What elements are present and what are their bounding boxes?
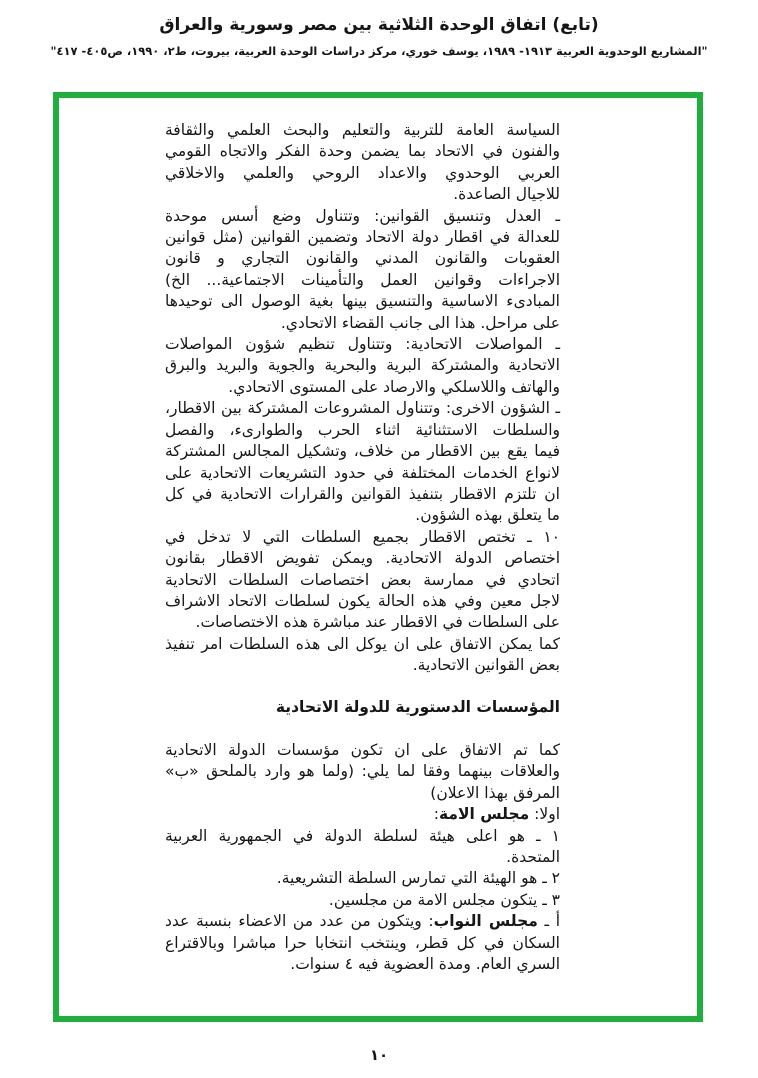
text-line: ـ المواصلات الاتحادية: وتتناول تنظيم شؤون المواصلات — [165, 335, 560, 354]
text-line: اتحادي في ممارسة بعض اختصاصات السلطات الاتحادية — [165, 570, 560, 589]
text-line: الاتحادية والمشتركة البرية والبحرية والجوية والبريد والبرق — [165, 356, 560, 375]
text-segment: : ويتكون من عدد من الاعضاء بنسبة عدد — [165, 912, 434, 931]
text-line: ما يتعلق بهذه الشؤون. — [415, 506, 560, 525]
text-line: العربي الوحدوي والاعداد الروحي والعلمي والاخلاقي — [165, 163, 560, 182]
text-line — [165, 911, 560, 932]
text-line: المتحدة. — [506, 848, 560, 866]
text-line: ١ ـ هو اعلى هيئة لسلطة الدولة في الجمهورية العربية — [165, 826, 560, 845]
text-line: على مراحل. هذا الى جانب القضاء الاتحادي. — [280, 313, 560, 332]
bold-text-segment: مجلس النواب — [433, 912, 538, 931]
text-segment: : — [433, 805, 439, 824]
text-segment: اولا: — [529, 805, 560, 824]
bold-text-segment: مجلس الامة — [438, 805, 530, 824]
text-line: للعدالة في اقطار دولة الاتحاد وتضمين القوانين (مثل قوانين — [165, 228, 560, 247]
text-line: المبادىء الاساسية والتنسيق بينها بغية الوصول الى توحيدها — [165, 292, 560, 311]
text-line: كما تم الاتفاق على ان تكون مؤسسات الدولة الاتحادية — [165, 740, 560, 759]
text-line: السكان في كل قطر، وينتخب انتخابا حرا مباشرا وبالاقتراع — [165, 933, 560, 952]
text-column — [59, 98, 697, 975]
text-line: بعض القوانين الاتحادية. — [412, 656, 560, 675]
citation-line: "المشاريع الوحدوية العربية ١٩١٣- ١٩٨٩، يوسف خوري، مركز دراسات الوحدة العربية، بيروت، ط٢، ١٩٩٠، ص٤٠٥- ٤١٧" — [50, 44, 708, 58]
text-line: السري العام. ومدة العضوية فيه ٤ سنوات. — [290, 955, 560, 974]
page-number: ١٠ — [369, 1046, 389, 1064]
text-line: لانواع الخدمات المختلفة في حدود التشريعات الاتحادية على — [165, 463, 560, 482]
text-line: والفنون في الاتحاد بما يضمن وحدة الفكر والاتجاه القومي — [165, 142, 560, 161]
document-title: (تابع) اتفاق الوحدة الثلاثية بين مصر وسورية والعراق — [159, 15, 599, 35]
text-line: اختصاص الدولة الاتحادية. ويمكن تفويض الاقطار بقانون — [165, 549, 560, 568]
text-line: ان تلتزم الاقطار بتنفيذ القوانين والقرارات الاتحادية في كل — [165, 484, 560, 503]
green-content-frame — [53, 92, 703, 1022]
text-line: ـ الشؤون الاخرى: وتتناول المشروعات المشتركة بين الاقطار، — [165, 399, 560, 418]
text-line: والعلاقات بينهما وفقا لما يلي: (ولما هو وارد بالملحق «ب» — [165, 762, 560, 781]
text-line: ٣ ـ يتكون مجلس الامة من مجلسين. — [328, 890, 560, 909]
text-line: للاجيال الصاعدة. — [453, 185, 560, 204]
text-line: والسلطات الاستثنائية اثناء الحرب والطوارىء، والفصل — [165, 420, 560, 439]
page-header — [0, 12, 758, 60]
text-line: ـ العدل وتنسيق القوانين: وتتناول وضع أسس موحدة — [165, 206, 560, 225]
text-line: لاجل معين وفي هذه الحالة يكون لسلطات الاتحاد الاشراف — [165, 591, 560, 610]
text-line — [165, 804, 560, 825]
text-line: السياسة العامة للتربية والتعليم والبحث العلمي والثقافة — [165, 121, 560, 139]
text-line: المرفق بهذا الاعلان) — [430, 783, 560, 802]
section-heading: المؤسسات الدستورية للدولة الاتحادية — [275, 697, 560, 716]
text-line: على السلطات في الاقطار عند مباشرة هذه الاختصاصات. — [195, 613, 560, 632]
text-line: العقوبات والقانون المدني والقانون التجاري و قانون — [165, 249, 560, 268]
text-line: ٢ ـ هو الهيئة التي تمارس السلطة التشريعية. — [276, 869, 560, 888]
text-segment: أ ـ — [537, 912, 561, 931]
text-line: الاجراءات وقوانين العمل والتأمينات الاجتماعية... الخ) — [165, 270, 560, 289]
text-line: كما يمكن الاتفاق على ان يوكل الى هذه السلطات امر تنفيذ — [165, 634, 560, 653]
text-line: والهاتف واللاسلكي والارصاد على المستوى الاتحادي. — [228, 377, 560, 396]
text-line: ١٠ ـ تختص الاقطار بجميع السلطات التي لا تدخل في — [165, 527, 560, 546]
text-line: فيما يقع بين الاقطار من خلاف، وتشكيل المجالس المشتركة — [165, 442, 560, 461]
